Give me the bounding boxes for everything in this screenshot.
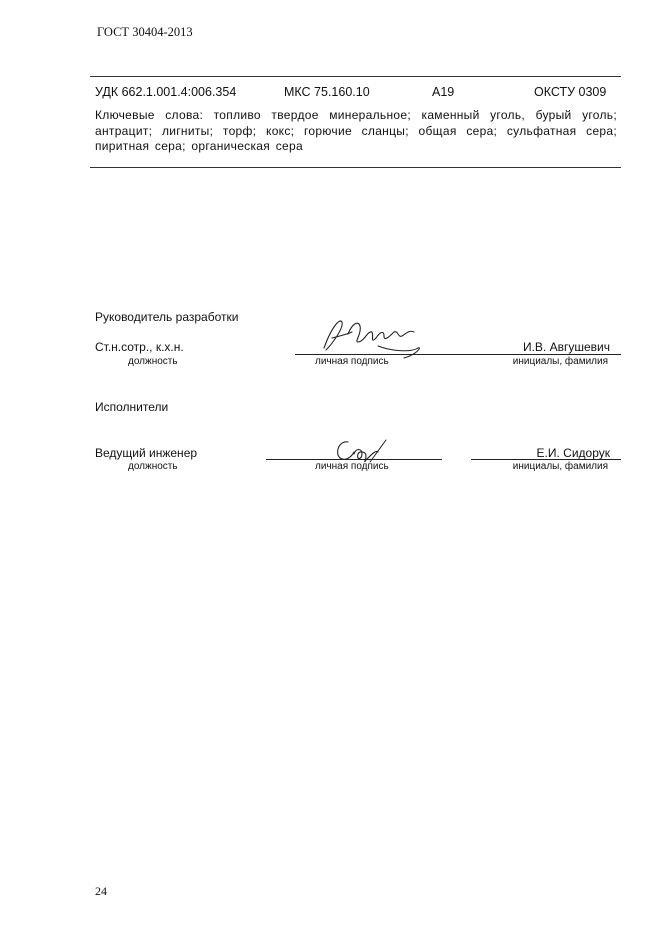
developer-head-signature-caption: личная подпись	[315, 356, 389, 367]
developer-head-signature	[318, 316, 428, 369]
developer-head-position: Ст.н.сотр., к.х.н.	[95, 340, 184, 354]
executor-name-caption: инициалы, фамилия	[512, 461, 608, 472]
executors-heading: Исполнители	[95, 400, 169, 414]
keywords-paragraph: Ключевые слова: топливо твердое минеральное; каменный уголь, бурый уголь; антрацит; лигниты; торф; кокс; горючие сланцы; общая сера; сульфатная сера; пиритная сера; органическая сера	[95, 108, 617, 153]
developer-head-name-caption: инициалы, фамилия	[512, 356, 608, 367]
executor-signature-caption: личная подпись	[315, 461, 389, 472]
developer-head-position-caption: должность	[128, 356, 178, 367]
group-code: А19	[432, 85, 455, 99]
bottom-rule	[90, 167, 621, 168]
executor-name: Е.И. Сидорук	[536, 446, 610, 460]
okstu-code: ОКСТУ 0309	[534, 85, 607, 99]
executor-position-caption: должность	[128, 461, 178, 472]
executor-signature	[332, 436, 392, 475]
top-rule	[90, 76, 621, 77]
standard-id: ГОСТ 30404-2013	[97, 25, 193, 39]
mks-code: МКС 75.160.10	[284, 85, 370, 99]
page-number: 24	[95, 884, 107, 898]
developer-head-name: И.В. Авгушевич	[522, 340, 610, 354]
developer-head-heading: Руководитель разработки	[95, 310, 239, 324]
executor-position: Ведущий инженер	[95, 446, 198, 460]
udk-code: УДК 662.1.001.4:006.354	[95, 85, 237, 99]
